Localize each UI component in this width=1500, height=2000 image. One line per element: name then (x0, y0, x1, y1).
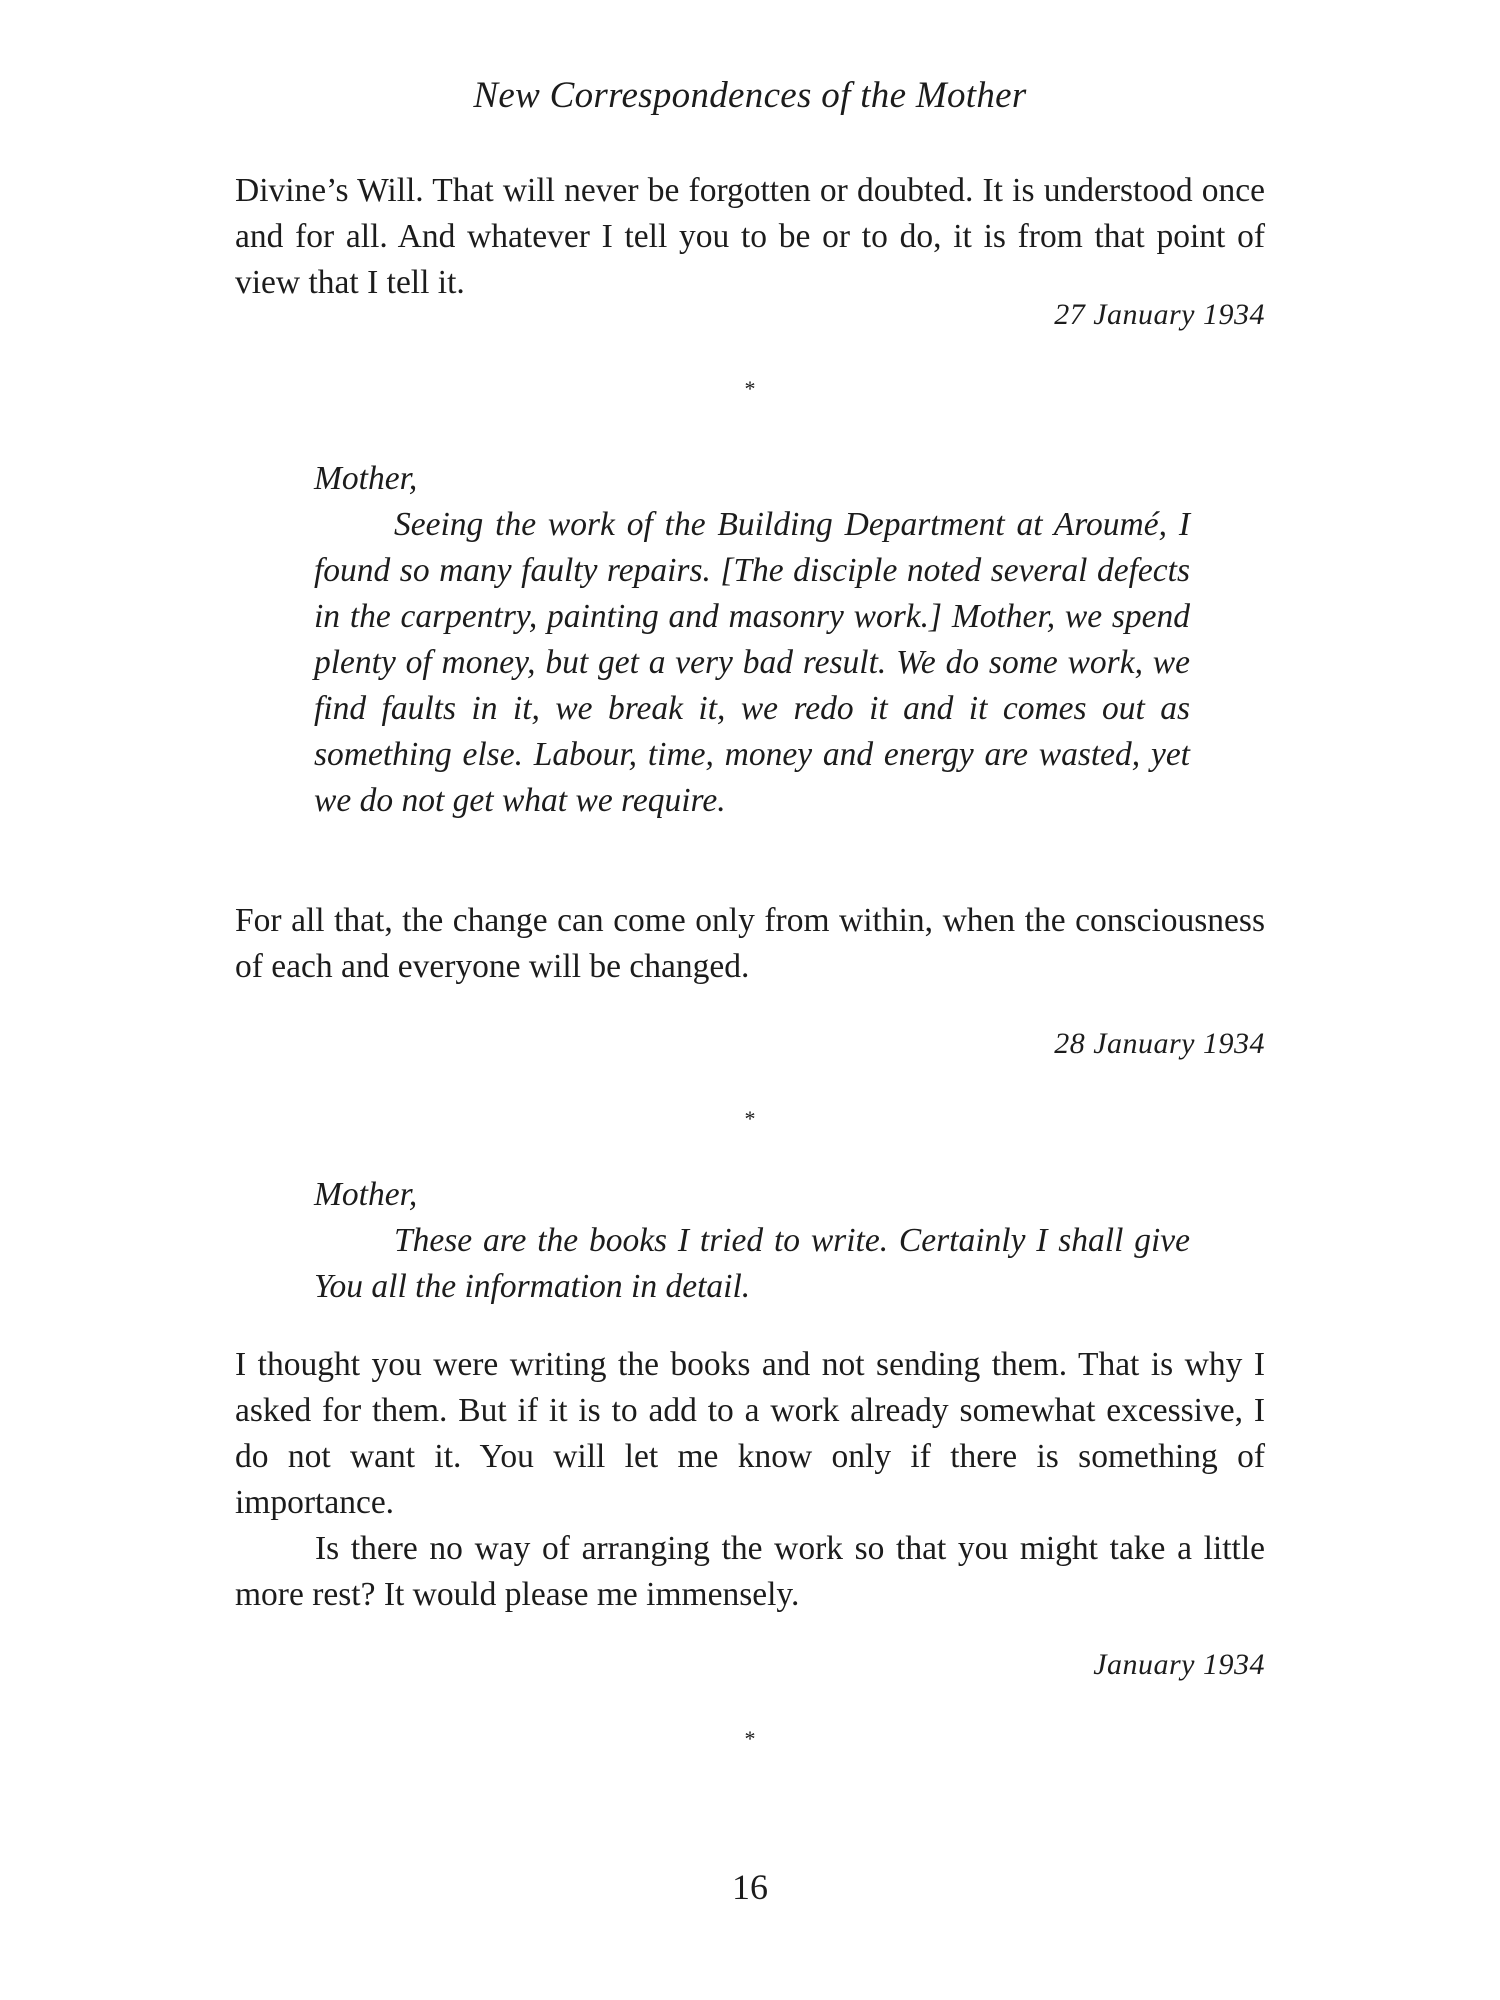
section-separator: * (744, 1726, 756, 1751)
reply-text (235, 168, 1265, 306)
reply-text (235, 898, 1265, 990)
page-number: 16 (732, 1867, 768, 1907)
disciple-question (314, 1172, 1190, 1310)
reply-paragraph: Is there no way of arranging the work so that you might take a little more rest? It would please me immensely. (235, 1530, 1265, 1613)
disciple-question (314, 456, 1190, 824)
reply-paragraph: For all that, the change can come only from within, when the consciousness of each and everyone will be changed. (235, 902, 1265, 985)
section-separator: * (744, 1106, 756, 1131)
entry-date: January 1934 (1093, 1648, 1265, 1681)
entry-date: 27 January 1934 (1054, 298, 1265, 331)
reply-paragraph: I thought you were writing the books and not sending them. That is why I asked for them. But if it is to add to a work already somewhat excessive, I do not want it. You will let me know only if there is something of importance. (235, 1346, 1265, 1521)
question-salutation: Mother, (314, 1176, 418, 1213)
question-body: These are the books I tried to write. Certainly I shall give You all the information in detail. (314, 1222, 1190, 1305)
entry-date: 28 January 1934 (1054, 1027, 1265, 1060)
running-title: New Correspondences of the Mother (473, 75, 1027, 116)
question-body: Seeing the work of the Building Department at Aroumé, I found so many faulty repairs. [The disciple noted several defects in the carpentry, painting and masonry work.] Mother, we spend plenty of money, but get a very bad result. We do some work, we find faults in it, we break it, we redo it and it comes out as something else. Labour, time, money and energy are wasted, yet we do not get what we require. (314, 506, 1190, 819)
section-separator: * (744, 376, 756, 401)
question-salutation: Mother, (314, 460, 418, 497)
reply-text (235, 1342, 1265, 1618)
reply-paragraph: Divine’s Will. That will never be forgotten or doubted. It is understood once and for all. And whatever I tell you to be or to do, it is from that point of view that I tell it. (235, 172, 1265, 301)
